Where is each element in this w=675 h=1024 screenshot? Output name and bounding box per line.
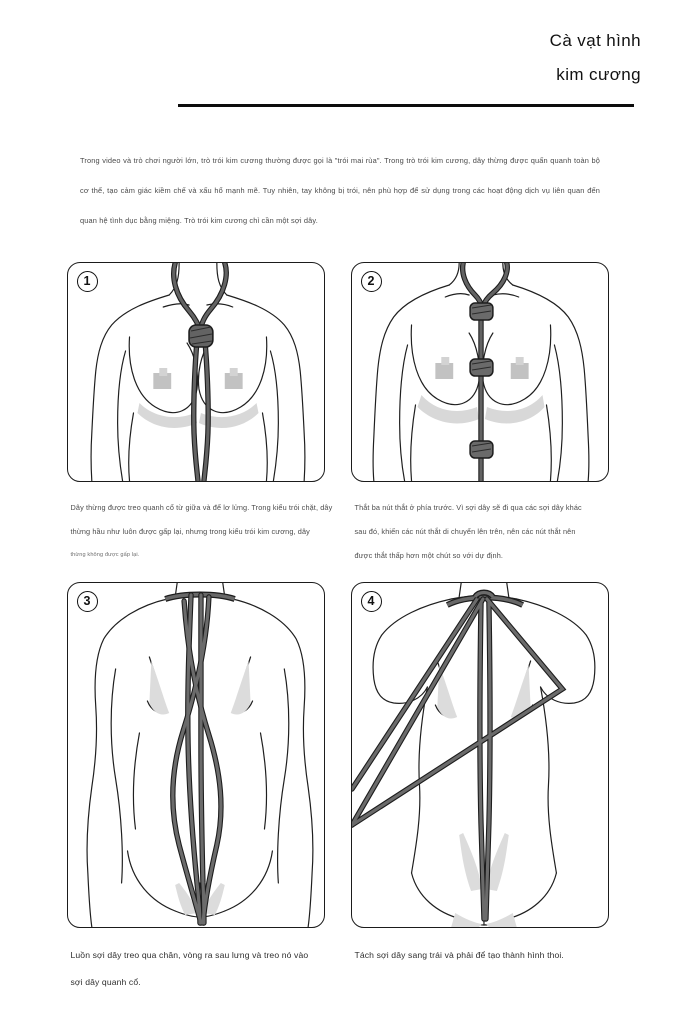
header-divider	[178, 104, 634, 107]
step-figure-3	[67, 582, 325, 928]
caption-line: Luồn sợi dây treo qua chân, vòng ra sau lưng và treo nó vào	[70, 950, 309, 960]
intro-section	[80, 146, 600, 236]
illustration-front-torso-three-knots	[352, 263, 608, 481]
step-caption-2	[351, 482, 609, 568]
illustration-front-torso-neck-loop	[68, 263, 324, 481]
page-header	[0, 24, 675, 92]
page-title	[0, 24, 675, 92]
rope-knot	[189, 325, 213, 347]
step-caption-4	[351, 928, 609, 969]
illustration-back-torso-diamond	[352, 583, 608, 927]
step-number-badge-4: 4	[361, 591, 382, 612]
step-cell-3	[67, 582, 325, 996]
step-cell-2	[351, 262, 609, 568]
caption-line: sau đó, khiến các nút thắt di chuyển lên trên, nên các nút thắt nên	[354, 527, 576, 536]
illustration-back-torso-spine-ropes	[68, 583, 324, 927]
step-number-badge-2: 2	[361, 271, 382, 292]
page-title-line-1: Cà vạt hình	[549, 31, 641, 50]
step-figure-4	[351, 582, 609, 928]
caption-line: Tách sợi dây sang trái và phải để tạo thành hình thoi.	[354, 950, 564, 960]
steps-grid	[0, 262, 675, 996]
step-caption-1	[67, 482, 333, 566]
step-number-badge-3: 3	[77, 591, 98, 612]
step-cell-4	[351, 582, 609, 996]
caption-line: thừng không được gấp lại.	[70, 552, 140, 558]
steps-row-bottom	[0, 582, 675, 996]
step-number-badge-1: 1	[77, 271, 98, 292]
caption-line: Thắt ba nút thắt ở phía trước. Vì sợi dây sẽ đi qua các sợi dây khác	[354, 503, 582, 512]
intro-paragraph: Trong video và trò chơi người lớn, trò trói kim cương thường được gọi là "trói mai rùa". Trong trò trói kim cương, dây thừng được quấn quanh toàn bộ cơ thể, tạo cảm giác kiềm chế và xấu hổ mạnh mẽ. Tuy nhiên, tay không bị trói, nên phù hợp để sử dụng trong các hoạt động dịch vụ liên quan đến quan hệ tình dục bằng miệng. Trò trói kim cương chỉ cần một sợi dây.	[80, 156, 600, 225]
rope-path	[352, 599, 562, 919]
step-caption-3	[67, 928, 325, 996]
page-title-line-2: kim cương	[556, 65, 641, 84]
step-figure-1	[67, 262, 325, 482]
step-cell-1	[67, 262, 333, 568]
step-figure-2	[351, 262, 609, 482]
caption-line: Dây thừng được treo quanh cổ từ giữa và để lơ lửng. Trong kiểu trói chặt, dây	[70, 503, 333, 512]
caption-line: được thắt thấp hơn một chút so với dự định.	[354, 551, 504, 560]
caption-line: sợi dây quanh cổ.	[70, 977, 141, 987]
steps-row-top	[0, 262, 675, 568]
caption-line: thừng hầu như luôn được gấp lại, nhưng trong kiểu trói kim cương, dây	[70, 527, 310, 536]
